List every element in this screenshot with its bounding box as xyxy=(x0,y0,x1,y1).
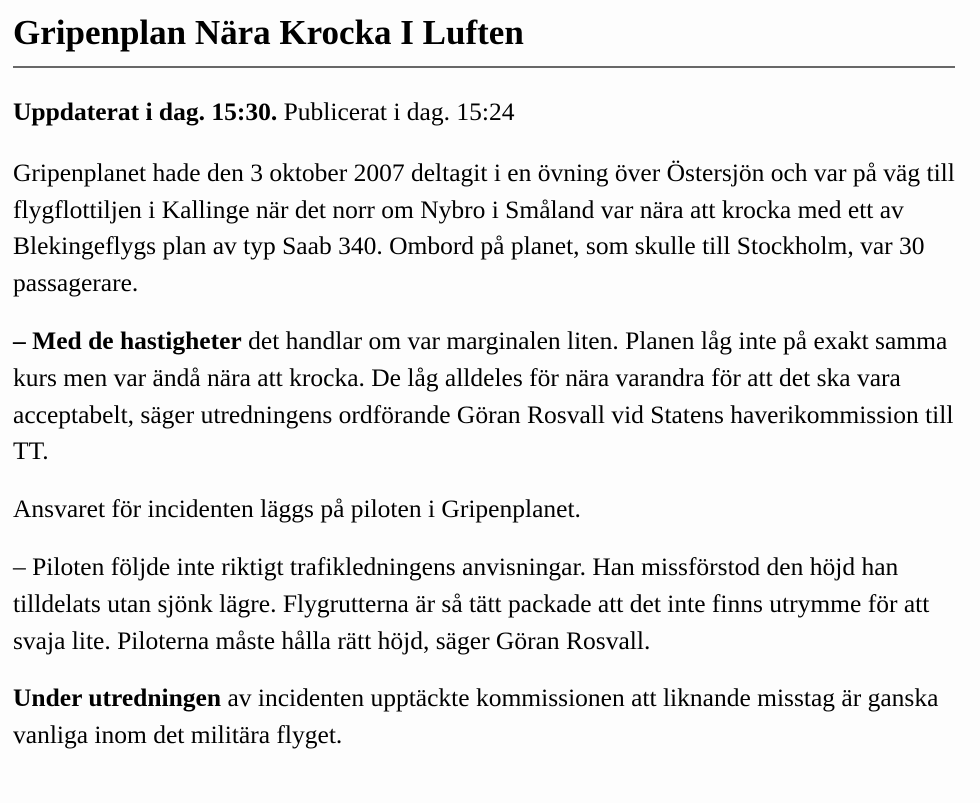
paragraph-lead: – Med de hastigheter xyxy=(13,325,242,355)
article-paragraph xyxy=(13,491,955,528)
paragraph-text: Ansvaret för incidenten läggs på piloten i Gripenplanet. xyxy=(13,494,581,524)
article-paragraph xyxy=(13,549,955,659)
published-timestamp: Publicerat i dag. 15:24 xyxy=(277,97,515,126)
article-paragraph xyxy=(13,323,955,470)
paragraph-lead: Under utredningen xyxy=(13,683,222,713)
paragraph-text: Gripenplanet hade den 3 oktober 2007 deltagit i en övning över Östersjön och var på väg till flygflottiljen i Kallinge när det norr om Nybro i Småland var nära att krocka med ett av Blekingeflygs plan av typ Saab 340. Ombord på planet, som skulle till Stockholm, var 30 passagerare. xyxy=(13,157,955,298)
article-title: Gripenplan Nära Krocka I Luften xyxy=(13,13,524,52)
paragraph-text: det handlar om var marginalen liten. Planen låg inte på exakt samma kurs men var ändå nära att krocka. De låg alldeles för nära varandra för att det ska vara acceptabelt, säger utredningens ordförande Göran Rosvall vid Statens haverikommission till TT. xyxy=(13,325,954,466)
updated-timestamp: Uppdaterat i dag. 15:30. xyxy=(13,97,278,126)
article-paragraph xyxy=(13,680,955,754)
article-byline xyxy=(13,94,955,131)
paragraph-text: – Piloten följde inte riktigt trafikledningens anvisningar. Han missförstod den höjd han tilldelats utan sjönk lägre. Flygrutterna är så tätt packade att det inte finns utrymme för att svaja lite. Piloterna måste hålla rätt höjd, säger Göran Rosvall. xyxy=(13,551,930,655)
paragraph-text: av incidenten upptäckte kommissionen att liknande misstag är ganska vanliga inom det militära flyget. xyxy=(13,683,939,750)
article-paragraph xyxy=(13,155,955,302)
title-divider xyxy=(13,66,955,68)
